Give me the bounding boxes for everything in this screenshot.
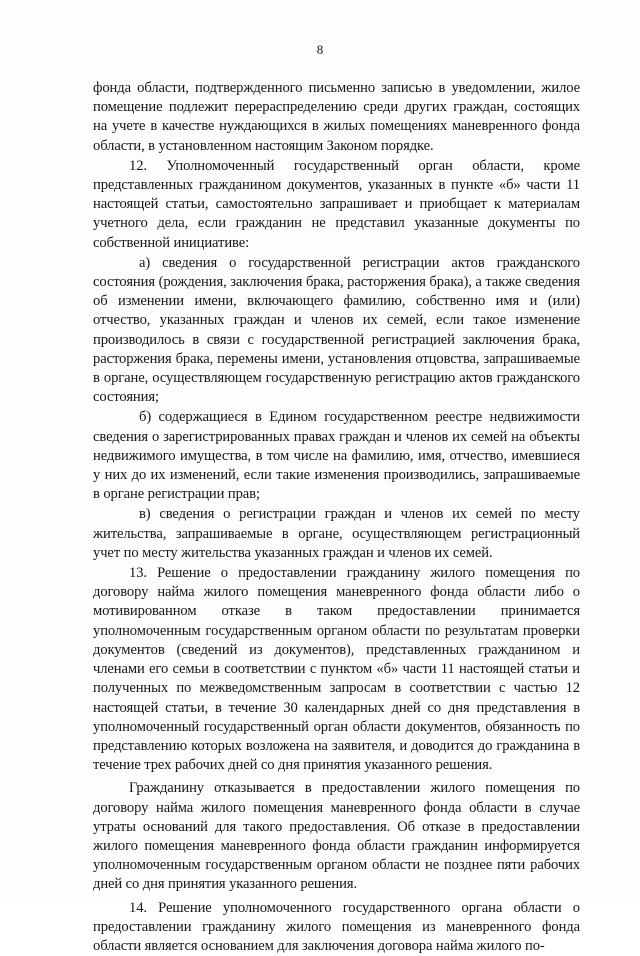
paragraph-item-14: 14. Решение уполномоченного государственного органа области о предоставлении гражданину жилого помещения из маневренного фонда области является основанием для заключения договора найма жилого по- [93, 899, 580, 954]
paragraph-subitem-v: в) сведения о регистрации граждан и членов их семей по месту жительства, запрашиваемые в органе, осуществляющем регистрационный учет по месту жительства указанных граждан и членов их семей. [93, 506, 580, 561]
paragraph-item-12: 12. Уполномоченный государственный орган области, кроме представленных гражданином документов, указанных в пункте «б» части 11 настоящей статьи, самостоятельно запрашивает и приобщает к материалам учетного дела, если гражданин не представил указанные документы по собственной инициативе: [93, 157, 580, 251]
document-body [93, 79, 580, 956]
page-number: 8 [316, 42, 324, 57]
paragraph-subitem-b: б) содержащиеся в Едином государственном реестре недвижимости сведения о зарегистрированных правах граждан и членов их семей на объекты недвижимого имущества, в том числе на фамилию, имя, отчество, имевшиеся у них до их изменений, если такие изменения производились, запрашиваемые в органе регистрации прав; [93, 409, 580, 503]
paragraph-item-13: 13. Решение о предоставлении гражданину жилого помещения по договору найма жилого помещения маневренного фонда области либо о мотивированном отказе в таком предоставлении принимается уполномоченным государственным органом области по результатам проверки документов (сведений из документов), представленных гражданином и членами его семьи в соответствии с пунктом «б» части 11 настоящей статьи и полученных по межведомственным запросам в соответствии с частью 12 настоящей статьи, в течение 30 календарных дней со дня представления в уполномоченный государственный орган области документов, обязанность по представлению которых возложена на заявителя, и доводится до гражданина в течение трех рабочих дней со дня принятия указанного решения. [93, 565, 580, 774]
paragraph-refusal: Гражданину отказывается в предоставлении жилого помещения по договору найма жилого помещения маневренного фонда области в случае утраты оснований для такого предоставления. Об отказе в предоставлении жилого помещения маневренного фонда области гражданин информируется уполномоченным государственным органом области не позднее пяти рабочих дней со дня принятия указанного решения. [93, 780, 580, 893]
paragraph-continuation: фонда области, подтвержденного письменно записью в уведомлении, жилое помещение подлежит перераспределению среди других граждан, состоящих на учете в качестве нуждающихся в жилых помещениях маневренного фонда области, в установленном настоящим Законом порядке. [93, 80, 580, 154]
paragraph-subitem-a: а) сведения о государственной регистрации актов гражданского состояния (рождения, заключения брака, расторжения брака), а также сведения об изменении имени, включающего фамилию, собственно имя и (или) отчество, указанных граждан и членов их семей, если такое изменение производилось в связи с государственной регистрацией заключения брака, расторжения брака, перемены имени, установления отцовства, запрашиваемые в органе, осуществляющем государственную регистрацию актов гражданского состояния; [93, 254, 580, 406]
